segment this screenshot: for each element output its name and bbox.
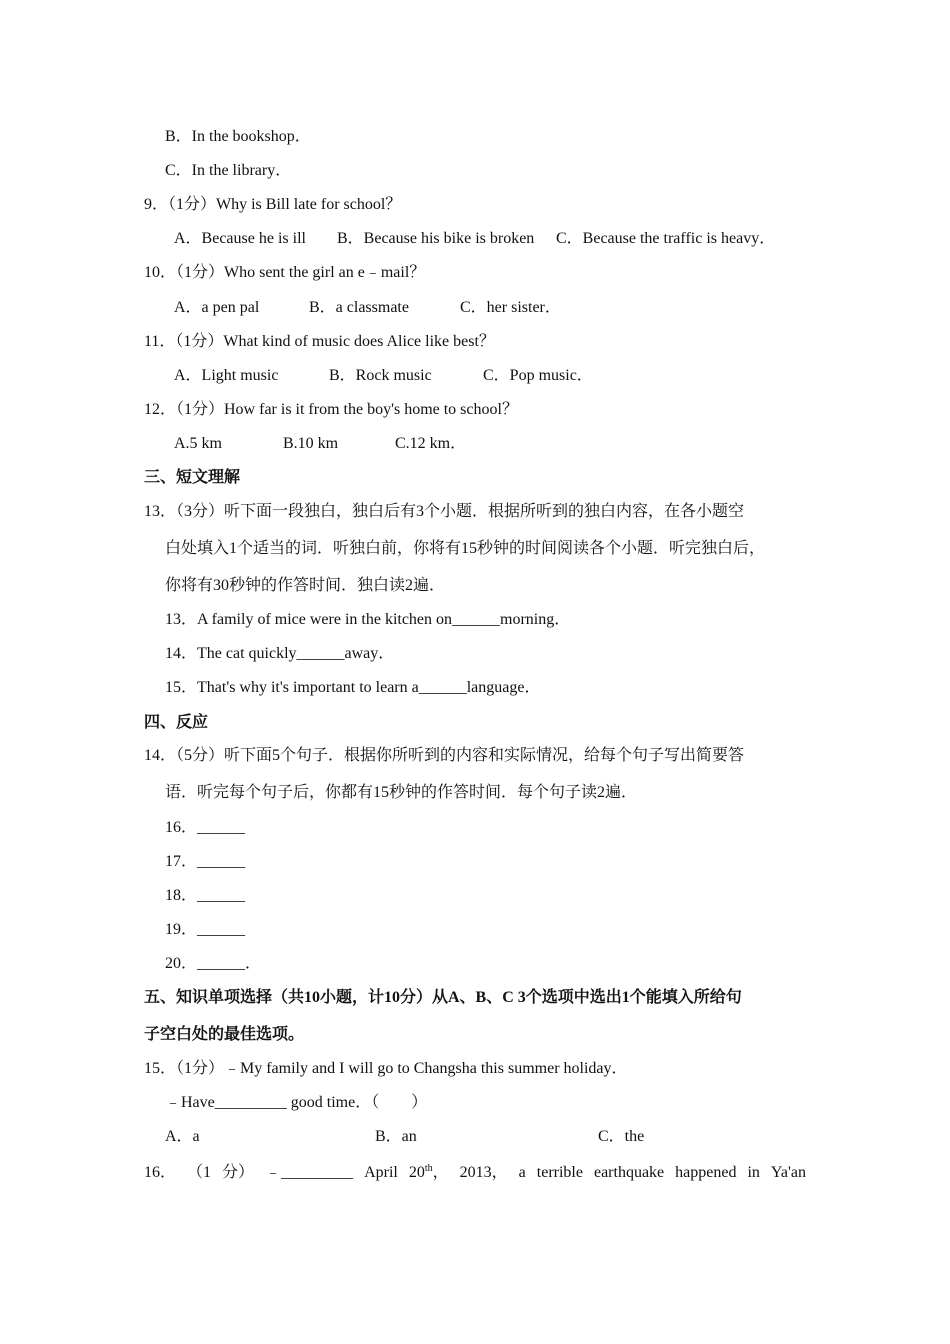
q10-stem: 10．（1分）Who sent the girl an e﹣mail？ — [144, 264, 426, 281]
q16-number: 16． — [144, 1164, 177, 1181]
q14-instruction-line-2: 语．听完每个句子后，你都有15秒钟的作答时间．每个句子读2遍． — [165, 784, 638, 801]
q16-word: April — [364, 1164, 398, 1181]
q15-stem: 15．（1分）﹣My family and I will go to Changsha this summer holiday． — [144, 1060, 628, 1077]
q12-option-a: A.5 km — [174, 435, 222, 452]
q16-blank: ﹣_________ — [265, 1164, 354, 1181]
q9-option-a: A．Because he is ill — [174, 230, 306, 247]
q15-option-c: C．the — [598, 1128, 645, 1145]
q15-option-a: A．a — [165, 1128, 200, 1145]
q16-ordinal-suffix: th — [424, 1163, 433, 1174]
q16-word: 分） — [222, 1164, 255, 1181]
q9-option-c: C．Because the traffic is heavy． — [556, 230, 776, 247]
q16-comma: ， — [432, 1164, 449, 1181]
q14-answer-19: 19．______ — [165, 921, 246, 938]
q9-stem: 9．（1分）Why is Bill late for school？ — [144, 196, 402, 213]
section-5-title-line-2: 子空白处的最佳选项。 — [144, 1026, 305, 1043]
q11-stem: 11．（1分）What kind of music does Alice like best？ — [144, 333, 495, 350]
q14-answer-18: 18．______ — [165, 887, 246, 904]
q14-answer-20: 20．______． — [165, 955, 262, 972]
q16-word: （1 — [187, 1164, 212, 1181]
q16-word: Ya'an — [770, 1164, 806, 1181]
q9-option-b: B．Because his bike is broken — [337, 230, 535, 247]
section-5-title-line-1: 五、知识单项选择（共10小题，计10分）从A、B、C 3个选项中选出1个能填入所给句 — [144, 989, 742, 1006]
q16-word: terrible — [536, 1164, 583, 1181]
q10-option-a: A．a pen pal — [174, 299, 260, 316]
q13-sub-15: 15．That's why it's important to learn a______language． — [165, 679, 541, 696]
q11-option-a: A．Light music — [174, 367, 279, 384]
q12-option-b: B.10 km — [283, 435, 339, 452]
q16-day: 20 — [408, 1164, 425, 1181]
q16-stem — [144, 1163, 806, 1183]
q11-option-c: C．Pop music． — [483, 367, 593, 384]
q10-option-c: C．her sister． — [460, 299, 561, 316]
q12-stem: 12．（1分）How far is it from the boy's home to school？ — [144, 401, 518, 418]
q12-option-c: C.12 km． — [395, 435, 467, 452]
q10-option-b: B．a classmate — [309, 299, 409, 316]
q16-word: happened — [675, 1164, 737, 1181]
section-4-title: 四、反应 — [144, 714, 209, 731]
q14-answer-16: 16．______ — [165, 819, 246, 836]
q14-instruction-line-1: 14．（5分）听下面5个句子．根据你所听到的内容和实际情况，给每个句子写出简要答 — [144, 747, 745, 764]
q13-instruction-line-3: 你将有30秒钟的作答时间．独白读2遍． — [165, 577, 446, 594]
q13-instruction-line-2: 白处填入1个适当的词．听独白前，你将有15秒钟的时间阅读各个小题．听完独白后， — [165, 540, 766, 557]
q15-option-b: B．an — [375, 1128, 417, 1145]
q13-sub-13: 13．A family of mice were in the kitchen on______morning． — [165, 611, 571, 628]
q8-option-c: C．In the library． — [165, 162, 292, 179]
q16-date — [409, 1163, 449, 1183]
q16-word: a — [518, 1164, 526, 1181]
q13-sub-14: 14．The cat quickly______away． — [165, 645, 395, 662]
q16-word: in — [747, 1164, 760, 1181]
q11-option-b: B．Rock music — [329, 367, 432, 384]
q14-answer-17: 17．______ — [165, 853, 246, 870]
q13-instruction-line-1: 13．（3分）听下面一段独白，独白后有3个小题．根据所听到的独白内容，在各小题空 — [144, 503, 745, 520]
q16-word: earthquake — [593, 1164, 665, 1181]
q8-option-b: B．In the bookshop． — [165, 128, 311, 145]
q16-word: 2013， — [459, 1164, 508, 1181]
q15-dialog-line: ﹣Have_________ good time．（ ） — [165, 1094, 428, 1111]
section-3-title: 三、短文理解 — [144, 469, 241, 486]
